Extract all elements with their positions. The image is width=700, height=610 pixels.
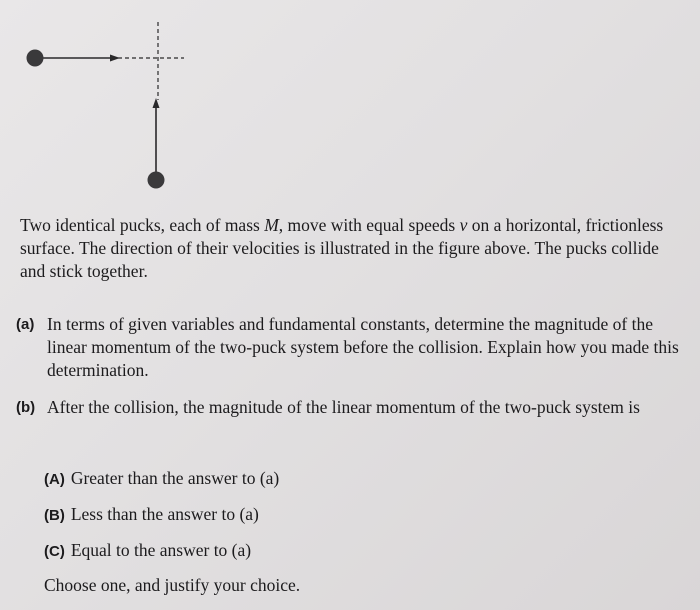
choice-c: [44, 539, 251, 563]
mass-symbol: M: [264, 215, 279, 235]
choice-c-text: Equal to the answer to (a): [70, 540, 252, 560]
part-a-text: In terms of given variables and fundamental constants, determine the magnitude of the linear momentum of the two-puck system before the collision. Explain how you made this determination.: [47, 314, 679, 380]
intro-text-1: Two identical pucks, each of mass: [20, 215, 265, 235]
problem-intro: [20, 214, 685, 283]
intro-text-3: on a horizontal, frictionless surface. The direction of their velocities is illustrated in the figure above. The pucks collide and stick together.: [20, 215, 664, 281]
part-b-text: After the collision, the magnitude of the linear momentum of the two-puck system is: [47, 397, 640, 417]
choice-a-label: (A): [44, 471, 65, 488]
choice-b: [44, 503, 259, 527]
puck-bottom: [148, 172, 165, 189]
choice-b-label: (B): [44, 507, 65, 524]
choice-c-label: (C): [44, 543, 65, 560]
part-a-label: (a): [16, 316, 35, 333]
choice-a-text: Greater than the answer to (a): [70, 468, 280, 488]
choice-b-text: Less than the answer to (a): [70, 504, 259, 524]
collision-figure: [0, 0, 700, 200]
choice-a: [44, 467, 279, 491]
speed-symbol: v: [459, 215, 468, 235]
question-part-b: [16, 396, 684, 419]
arrowhead-horizontal: [110, 55, 120, 62]
intro-text-2: , move with equal speeds: [278, 215, 460, 235]
part-b-label: (b): [16, 399, 36, 416]
question-part-a: [16, 313, 684, 382]
closing-instruction: Choose one, and justify your choice.: [44, 575, 301, 595]
puck-left: [27, 50, 44, 67]
